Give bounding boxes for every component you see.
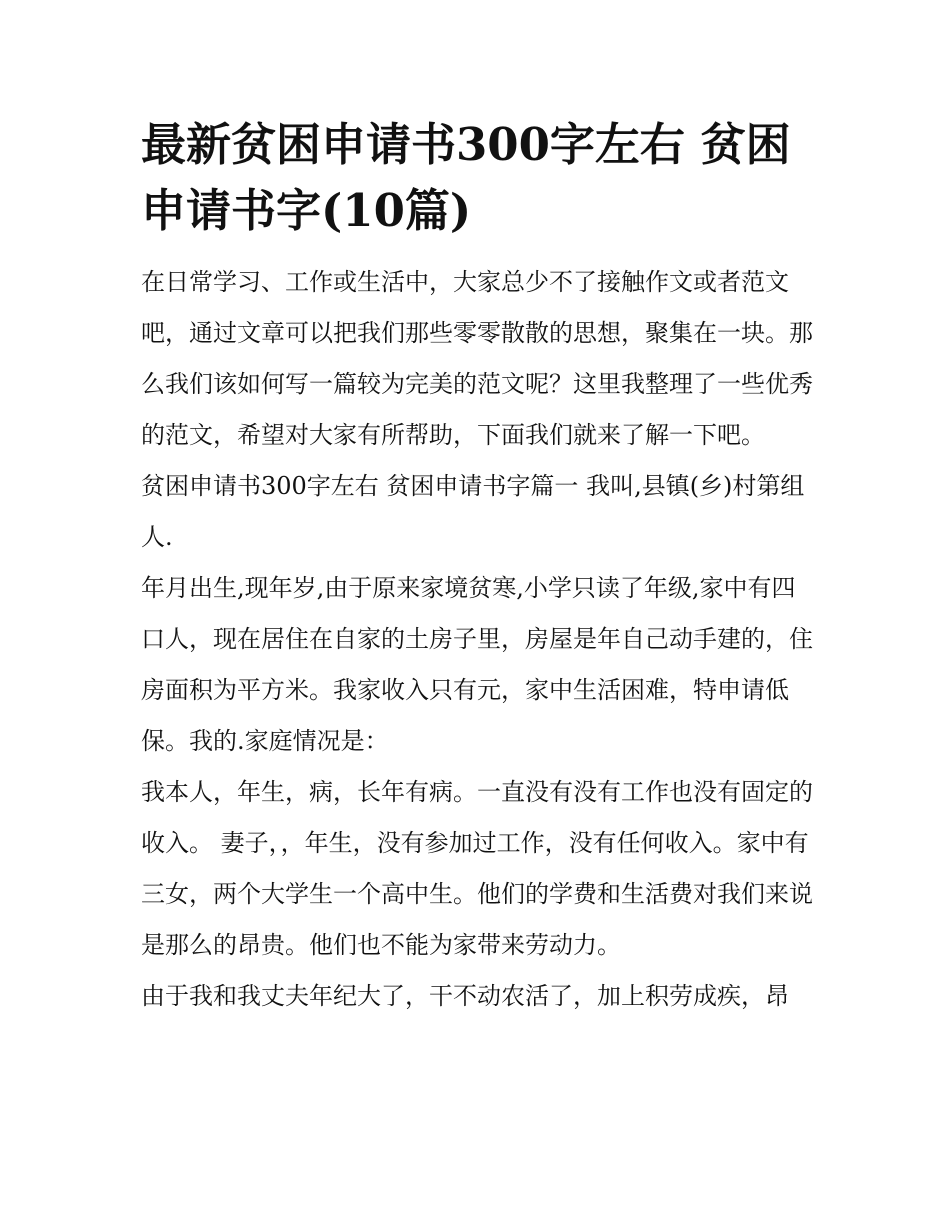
paragraph-intro: 在日常学习、工作或生活中，大家总少不了接触作文或者范文吧，通过文章可以把我们那些零零散散的思想，聚集在一块。那么我们该如何写一篇较为完美的范文呢？这里我整理了一些优秀的范文，希望对大家有所帮助，下面我们就来了解一下吧。 <box>141 268 813 449</box>
document-page <box>141 112 813 1022</box>
paragraph-family-info: 年月出生,现年岁,由于原来家境贫寒,小学只读了年级,家中有四口人，现在居住在自家的土房子里，房屋是年自己动手建的，住房面积为平方米。我家收入只有元，家中生活困难，特申请低保。我的.家庭情况是： <box>141 574 813 755</box>
paragraph-personal-situation: 我本人，年生，病，长年有病。一直没有没有工作也没有固定的收入。 妻子，，年生，没有参加过工作，没有任何收入。家中有三女，两个大学生一个高中生。他们的学费和生活费对我们来说是那么的昂贵。他们也不能为家带来劳动力。 <box>141 778 813 959</box>
document-title: 最新贫困申请书300字左右 贫困申请书字(10篇) <box>141 118 791 237</box>
paragraph-heading-line: 贫困申请书300字左右 贫困申请书字篇一 我叫,县镇(乡)村第组人. <box>141 472 805 551</box>
paragraph-hardship: 由于我和我丈夫年纪大了，干不动农活了，加上积劳成疾，昂 <box>141 982 789 1010</box>
